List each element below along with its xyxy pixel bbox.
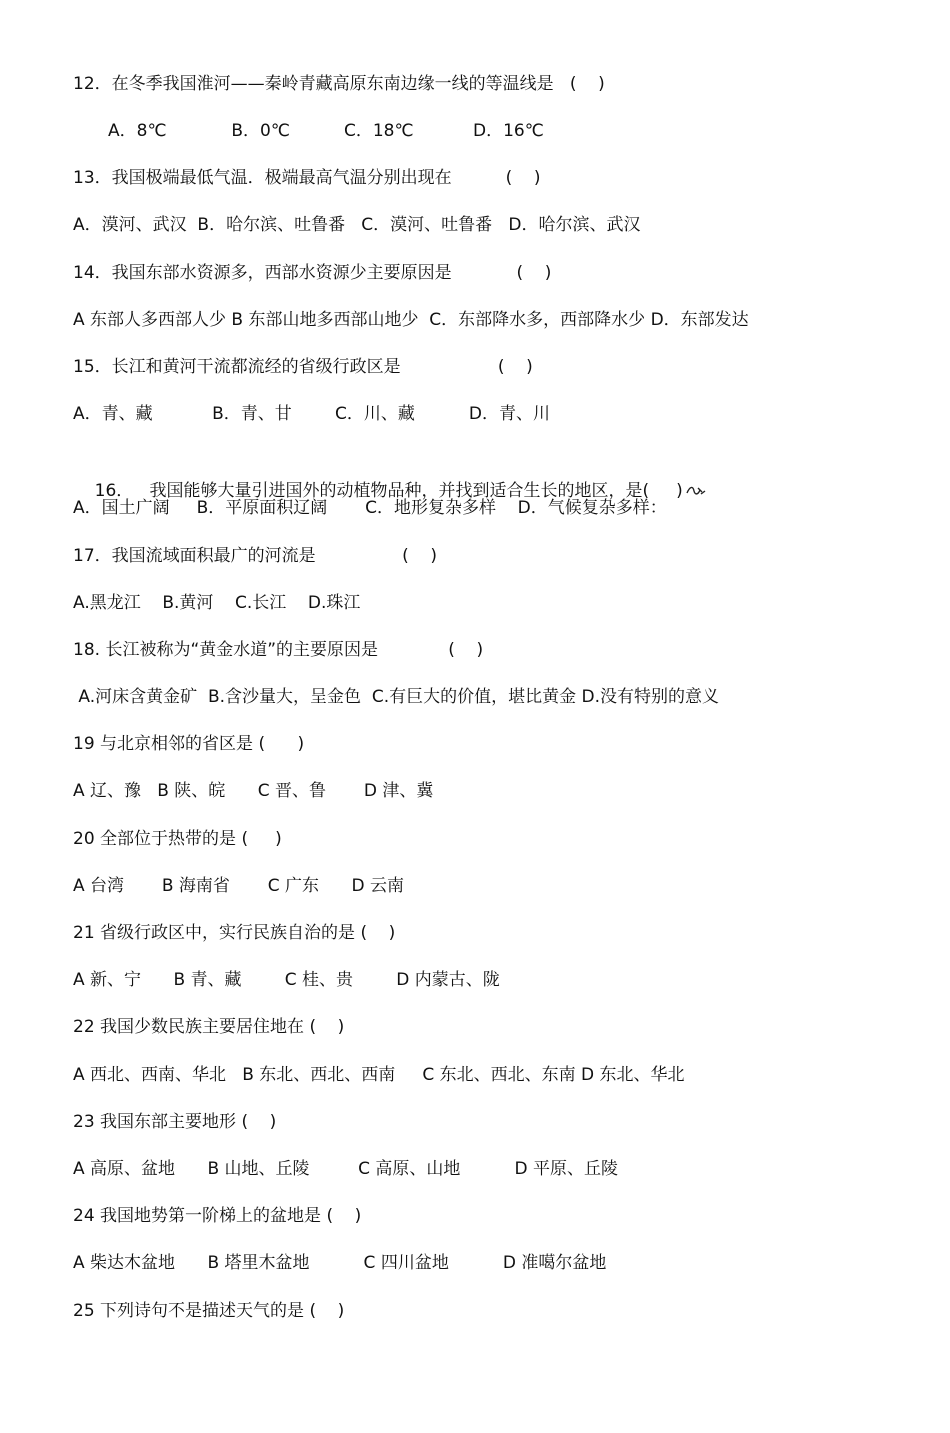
options-24: A 柴达木盆地 B 塔里木盆地 C 四川盆地 D 准噶尔盆地 [73, 1253, 607, 1273]
question-22: 22 我国少数民族主要居住地在 ( ) [73, 1017, 345, 1037]
question-12: 12．在冬季我国淮河——秦岭青藏高原东南边缘一线的等温线是 ( ) [73, 74, 605, 94]
options-21: A 新、宁 B 青、藏 C 桂、贵 D 内蒙古、陇 [73, 970, 500, 990]
question-23: 23 我国东部主要地形 ( ) [73, 1112, 277, 1132]
question-19: 19 与北京相邻的省区是 ( ) [73, 734, 305, 754]
options-19: A 辽、豫 B 陕、皖 C 晋、鲁 D 津、冀 [73, 781, 434, 801]
squiggle-mark-icon [685, 484, 707, 498]
options-15: A．青、藏 B．青、甘 C．川、藏 D．青、川 [73, 404, 550, 424]
options-12: A．8℃ B．0℃ C．18℃ D．16℃ [108, 121, 544, 141]
question-20: 20 全部位于热带的是 ( ) [73, 829, 282, 849]
question-13: 13．我国极端最低气温．极端最高气温分别出现在 ( ) [73, 168, 541, 188]
question-16-row [73, 446, 707, 501]
options-22: A 西北、西南、华北 B 东北、西北、西南 C 东北、西北、东南 D 东北、华北 [73, 1065, 685, 1085]
question-25: 25 下列诗句不是描述天气的是 ( ) [73, 1301, 345, 1321]
question-18: 18. 长江被称为“黄金水道”的主要原因是 ( ) [73, 640, 484, 660]
question-24: 24 我国地势第一阶梯上的盆地是 ( ) [73, 1206, 362, 1226]
options-23: A 高原、盆地 B 山地、丘陵 C 高原、山地 D 平原、丘陵 [73, 1159, 618, 1179]
options-14: A 东部人多西部人少 B 东部山地多西部山地少 C．东部降水多，西部降水少 D．东部发达 [73, 310, 749, 330]
question-21: 21 省级行政区中，实行民族自治的是 ( ) [73, 923, 396, 943]
options-17: A.黑龙江 B.黄河 C.长江 D.珠江 [73, 593, 361, 613]
options-20: A 台湾 B 海南省 C 广东 D 云南 [73, 876, 404, 896]
question-15: 15．长江和黄河干流都流经的省级行政区是 ( ) [73, 357, 533, 377]
question-14: 14．我国东部水资源多，西部水资源少主要原因是 ( ) [73, 263, 552, 283]
options-13: A．漠河、武汉 B．哈尔滨、吐鲁番 C．漠河、吐鲁番 D．哈尔滨、武汉 [73, 215, 641, 235]
question-16: 16． 我国能够大量引进国外的动植物品种，并找到适合生长的地区，是( ) [94, 481, 683, 501]
options-16: A．国土广阔 B．平原面积辽阔 C．地形复杂多样 D．气候复杂多样： [73, 498, 667, 518]
question-17: 17．我国流域面积最广的河流是 ( ) [73, 546, 437, 566]
options-18: A.河床含黄金矿 B.含沙量大，呈金色 C.有巨大的价值，堪比黄金 D.没有特别的意义 [73, 687, 719, 707]
